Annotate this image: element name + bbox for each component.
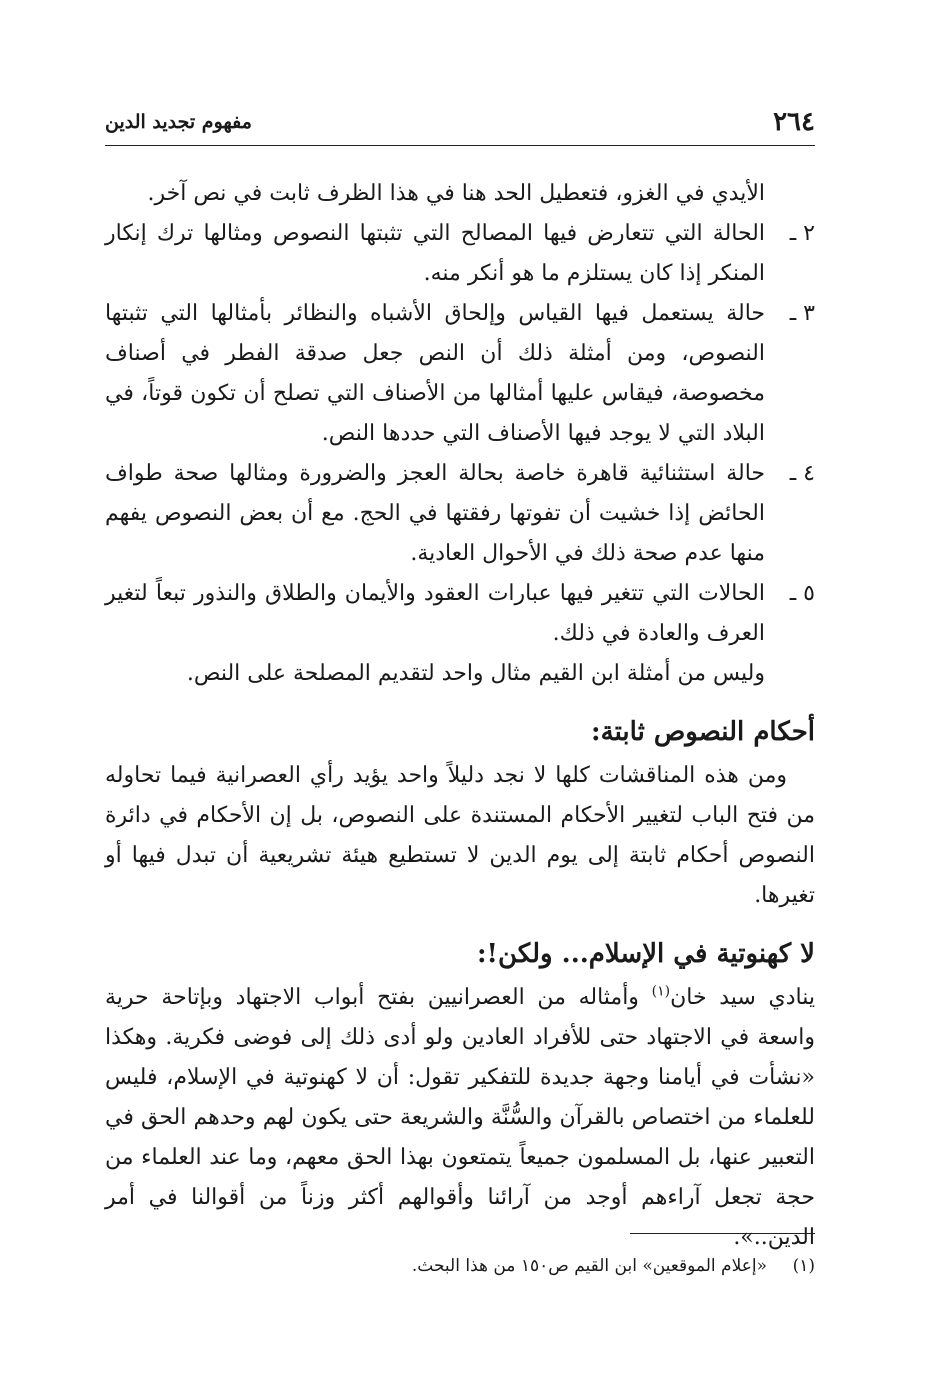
list-item-number: ٥ ـ <box>789 581 815 606</box>
footnote-divider <box>630 1233 815 1234</box>
intro-continuation: الأيدي في الغزو، فتعطيل الحد هنا في هذا الظرف ثابت في نص آخر. <box>147 181 765 206</box>
page-body <box>105 174 815 1258</box>
page-number: ٢٦٤ <box>773 107 815 137</box>
paragraph-rest: وأمثاله من العصرانيين بفتح أبواب الاجتهاد وبإتاحة حرية واسعة في الاجتهاد حتى للأفراد العادين ولو أدى ذلك إلى فوضى فكرية. وهكذا «نشأت في أيامنا وجهة جديدة للتفكير تقول: أن لا كهنوتية في الإسلام، فليس للعلماء من اختصاص بالقرآن والسُّنَّة والشريعة حتى يكون لهم وحدهم الحق في التعبير عنها، بل المسلمون جميعاً يتمتعون بهذا الحق معهم، وما عند العلماء من حجة تجعل آراءهم أوجد من آرائنا وأقوالهم أكثر وزناً من أقوالنا في أمر الدين..». <box>105 985 815 1250</box>
footnote-marker: (١) <box>651 983 671 1000</box>
list-item-number: ٢ ـ <box>789 221 815 246</box>
section-heading-no-clergy: لا كهنوتية في الإسلام... ولكن!: <box>476 939 815 969</box>
section-paragraph-no-clergy <box>105 978 815 1258</box>
list-item-text: حالة استثنائية قاهرة خاصة بحالة العجز والضرورة ومثالها صحة طواف الحائض إذا خشيت أن تفوتها رفقتها في الحج. مع أن بعض النصوص يفهم منها عدم صحة ذلك في الأحوال العادية. <box>105 461 765 566</box>
footnote-number: (١) <box>792 1256 815 1276</box>
list-item-number: ٤ ـ <box>789 461 815 486</box>
section-heading-fixed-rulings: أحكام النصوص ثابتة: <box>591 717 815 747</box>
page-header <box>105 95 815 146</box>
list-item <box>105 294 815 454</box>
closing-note: وليس من أمثلة ابن القيم مثال واحد لتقديم المصلحة على النص. <box>186 661 765 686</box>
paragraph-start: ينادي سيد خان <box>670 985 816 1010</box>
list-item <box>105 214 815 294</box>
list-item-text: حالة يستعمل فيها القياس وإلحاق الأشباه والنظائر بأمثالها التي تثبتها النصوص، ومن أمثلة ذلك أن النص جعل صدقة الفطر في أصناف مخصوصة، فيقاس عليها أمثالها من الأصناف التي تصلح أن تكون قوتاً، في البلاد التي لا يوجد فيها الأصناف التي حددها النص. <box>105 301 765 446</box>
running-title: مفهوم تجديد الدين <box>105 111 252 133</box>
book-page <box>105 95 816 1276</box>
list-item-number: ٣ ـ <box>789 301 815 326</box>
list-item-text: الحالة التي تتعارض فيها المصالح التي تثبتها النصوص ومثالها ترك إنكار المنكر إذا كان يستلزم ما هو أنكر منه. <box>105 221 765 286</box>
list-item <box>105 574 815 654</box>
footnote-text: «إعلام الموقعين» ابن القيم ص١٥٠ من هذا البحث. <box>411 1256 767 1276</box>
list-item-text: الحالات التي تتغير فيها عبارات العقود والأيمان والطلاق والنذور تبعاً لتغير العرف والعادة في ذلك. <box>105 581 765 646</box>
section-paragraph-fixed-rulings: ومن هذه المناقشات كلها لا نجد دليلاً واحد يؤيد رأي العصرانية فيما تحاوله من فتح الباب لتغيير الأحكام المستندة على النصوص، بل إن الأحكام في دائرة النصوص أحكام ثابتة إلى يوم الدين لا تستطيع هيئة تشريعية أن تبدل فيها أو تغيرها. <box>105 763 815 908</box>
footnote <box>105 1253 815 1279</box>
list-item <box>105 454 815 574</box>
